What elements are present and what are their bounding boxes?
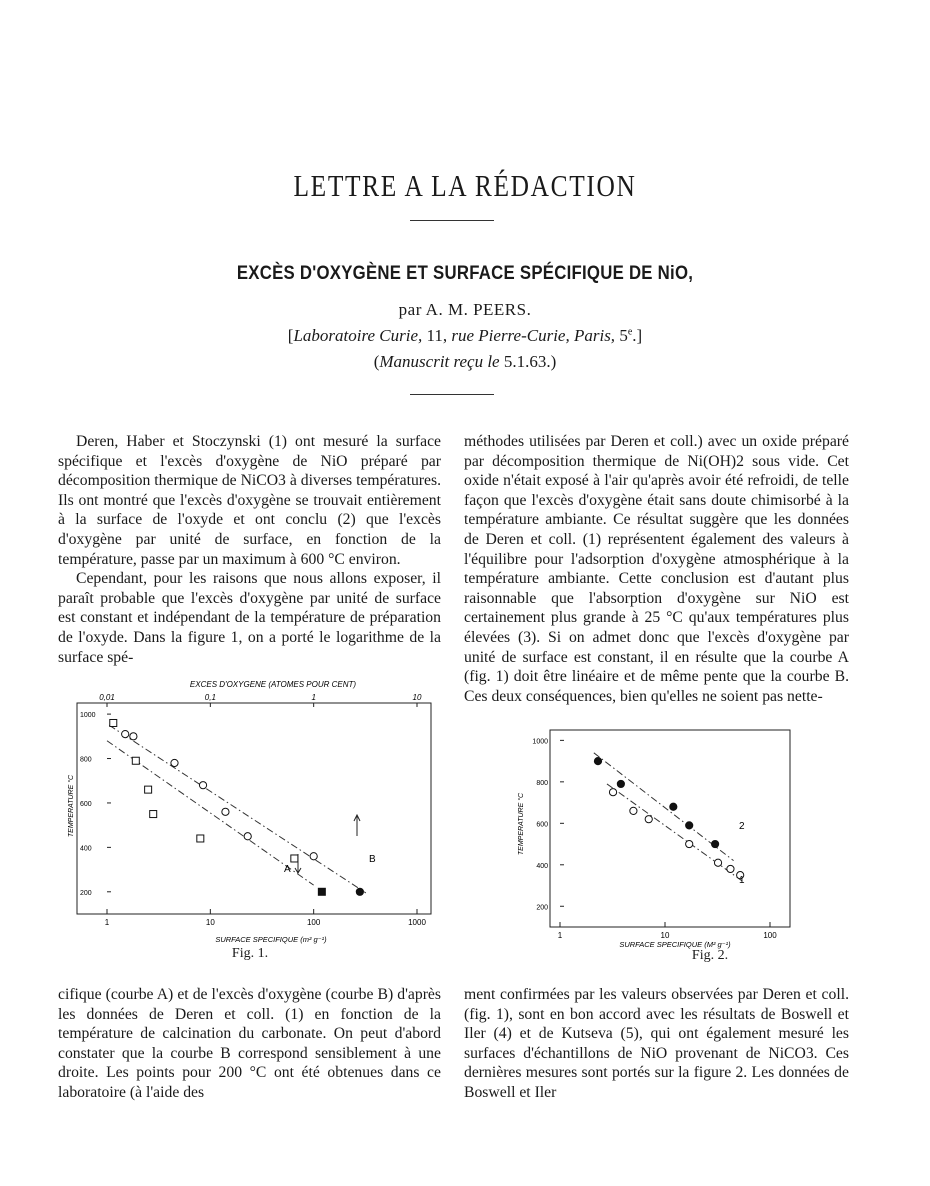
fig1-top-tick-3: 1 <box>311 693 316 702</box>
fig2-xtick-2: 10 <box>660 931 670 940</box>
fig2-ytick-1: 1000 <box>532 738 548 746</box>
fig1-point-6 <box>291 855 298 862</box>
fig2-ytick-2: 800 <box>536 779 548 787</box>
fig1-point-13 <box>244 833 251 840</box>
fig1-ytick-3: 600 <box>80 800 92 808</box>
fig2-xlabel: SURFACE SPECIFIQUE (M² g⁻¹) <box>619 940 731 949</box>
left-column-bottom <box>58 985 441 1103</box>
fig1-xlabel: SURFACE SPECIFIQUE (m² g⁻¹) <box>215 935 327 944</box>
fig1-point-14 <box>310 853 317 860</box>
fig2-annotation-1: 1 <box>739 875 745 886</box>
fig1-point-9 <box>130 733 137 740</box>
fig1-point-11 <box>199 782 206 789</box>
fig2-fit-line-1 <box>607 784 743 881</box>
fig1-xtick-1: 1 <box>104 918 110 927</box>
fig1-point-12 <box>222 808 229 815</box>
fig2-ytick-3: 600 <box>536 821 548 829</box>
fig1-fit-line-2 <box>109 725 366 893</box>
fig1-ytick-1: 1000 <box>80 712 96 720</box>
fig2-point-6 <box>727 865 734 872</box>
fig1-arrow-up <box>354 815 360 836</box>
fig1-point-8 <box>122 730 129 737</box>
title-divider <box>410 220 494 221</box>
affiliation-arrondissement: 5 <box>615 326 628 345</box>
fig1-ytick-4: 400 <box>80 845 92 853</box>
fig2-point-11 <box>686 822 693 829</box>
fig1-xtick-4: 1000 <box>408 918 426 927</box>
affiliation-open: [ <box>287 326 294 345</box>
figure-2-chart <box>505 728 805 954</box>
fig1-xtick-2: 10 <box>205 918 215 927</box>
received-value: 5.1.63.) <box>499 352 557 371</box>
fig1-point-1 <box>110 719 117 726</box>
figure-1-caption: Fig. 1. <box>231 946 269 961</box>
page-title: LETTRE A LA RÉDACTION <box>293 168 637 203</box>
received-open: ( <box>373 352 380 371</box>
fig2-ytick-5: 200 <box>536 904 548 912</box>
fig1-point-15 <box>356 888 363 895</box>
fig1-ytick-5: 200 <box>80 889 92 897</box>
fig1-annotation-a: A <box>284 864 291 875</box>
fig2-frame <box>550 730 790 927</box>
affiliation-street: rue Pierre-Curie, Paris, <box>451 326 616 345</box>
fig1-annotation-b: B <box>369 854 376 865</box>
fig1-top-axis-label: EXCES D'OXYGENE (ATOMES POUR CENT) <box>189 680 357 689</box>
article-title: EXCÈS D'OXYGÈNE ET SURFACE SPÉCIFIQUE DE NiO, <box>236 262 694 284</box>
fig2-xtick-1: 1 <box>557 931 563 940</box>
right-column-bottom <box>464 985 849 1103</box>
fig1-ylabel: TEMPERATURE °C <box>68 774 75 838</box>
fig1-top-tick-1: 0,01 <box>99 693 115 702</box>
paragraph-3: cifique (courbe A) et de l'excès d'oxygène (courbe B) d'après les données de Deren et coll. (1) en fonction de la température de calcination du carbonate. On peut d'abord constater que la courbe B correspond sensiblement à une droite. Les points pour 200 °C ont été obtenues dans ce laboratoire (à l'aide des <box>58 986 441 1101</box>
fig2-point-5 <box>714 859 721 866</box>
fig1-xtick-3: 100 <box>306 918 321 927</box>
received-date <box>0 352 930 372</box>
left-column-top <box>58 432 441 667</box>
paragraph-5: ment confirmées par les valeurs observées par Deren et coll. (fig. 1), sont en bon accord avec les résultats de Boswell et Iler (4) et de Kutseva (5), qui ont également mesuré les surfaces d'échantillons de NiO provenant de NiCO3. Ces dernières mesures sont portés sur la figure 2. Les données de Boswell et Iler <box>464 986 849 1101</box>
fig2-ylabel: TEMPERATURE °C <box>518 792 525 856</box>
article-affiliation <box>0 326 930 346</box>
affiliation-num: 11, <box>422 326 452 345</box>
affiliation-sup: e <box>627 326 633 338</box>
fig2-point-3 <box>645 816 652 823</box>
fig2-point-1 <box>609 789 616 796</box>
fig2-point-10 <box>670 803 677 810</box>
affiliation-lab: Laboratoire Curie, <box>293 326 423 345</box>
fig2-point-9 <box>617 780 624 787</box>
fig1-point-7 <box>318 888 325 895</box>
fig1-top-tick-2: 0,1 <box>204 693 216 702</box>
fig2-ytick-4: 400 <box>536 862 548 870</box>
fig2-point-2 <box>630 807 637 814</box>
fig2-point-12 <box>711 840 718 847</box>
paragraph-2: Cependant, pour les raisons que nous allons exposer, il paraît probable que l'excès d'oxygène par unité de surface est constant et indépendant de la température de préparation de l'oxyde. Dans la figure 1, on a porté le logarithme de la surface spé- <box>58 570 441 666</box>
fig1-point-4 <box>150 811 157 818</box>
affiliation-close: .] <box>632 326 643 345</box>
fig2-point-8 <box>594 758 601 765</box>
figure-1-chart <box>60 676 440 952</box>
fig1-top-tick-4: 10 <box>412 693 422 702</box>
right-column-top <box>464 432 849 706</box>
paragraph-1: Deren, Haber et Stoczynski (1) ont mesuré la surface spécifique et l'excès d'oxygène de NiO préparé par décomposition thermique de NiCO3 à diverses températures. Ils ont montré que l'excès d'oxygène se trouvait entièrement à la surface de l'oxyde et ont conclu (2) que l'excès d'oxygène par unité de surface, en fonction de la température, passe par un maximum à 600 °C environ. <box>58 433 441 568</box>
received-label: Manuscrit reçu le <box>379 352 500 371</box>
fig1-point-5 <box>197 835 204 842</box>
article-author: par A. M. PEERS. <box>398 300 532 319</box>
fig1-ytick-2: 800 <box>80 756 92 764</box>
fig2-annotation-2: 2 <box>739 821 745 832</box>
paragraph-4: méthodes utilisées par Deren et coll.) avec un oxide préparé par décomposition thermique de Ni(OH)2 sous vide. Cet oxide n'était exposé à l'air qu'après avoir été refroidi, de telle façon que l'excès d'oxygène était sans doute chimisorbé à la température ambiante. Ce résultat suggère que les données de Deren et coll. (1) représentent également des valeurs à l'équilibre pour l'adsorption d'oxygène atmosphérique à la température ambiante. Cette conclusion est d'autant plus raisonnable que l'absorption d'oxygène sur NiO est certainement plus grande à 25 °C qu'aux températures plus élevées (3). Si on admet donc que l'excès d'oxygène par unité de surface est constant, il en résulte que la courbe A (fig. 1) doit être linéaire et de même pente que la courbe B. Ces deux conséquences, bien qu'elles ne soient pas nette- <box>464 433 849 705</box>
header-divider <box>410 394 494 395</box>
fig2-xtick-3: 100 <box>763 931 777 940</box>
fig1-point-2 <box>132 757 139 764</box>
fig2-point-4 <box>686 840 693 847</box>
fig1-point-10 <box>171 759 178 766</box>
figure-2-caption: Fig. 2. <box>691 948 729 963</box>
fig1-point-3 <box>145 786 152 793</box>
